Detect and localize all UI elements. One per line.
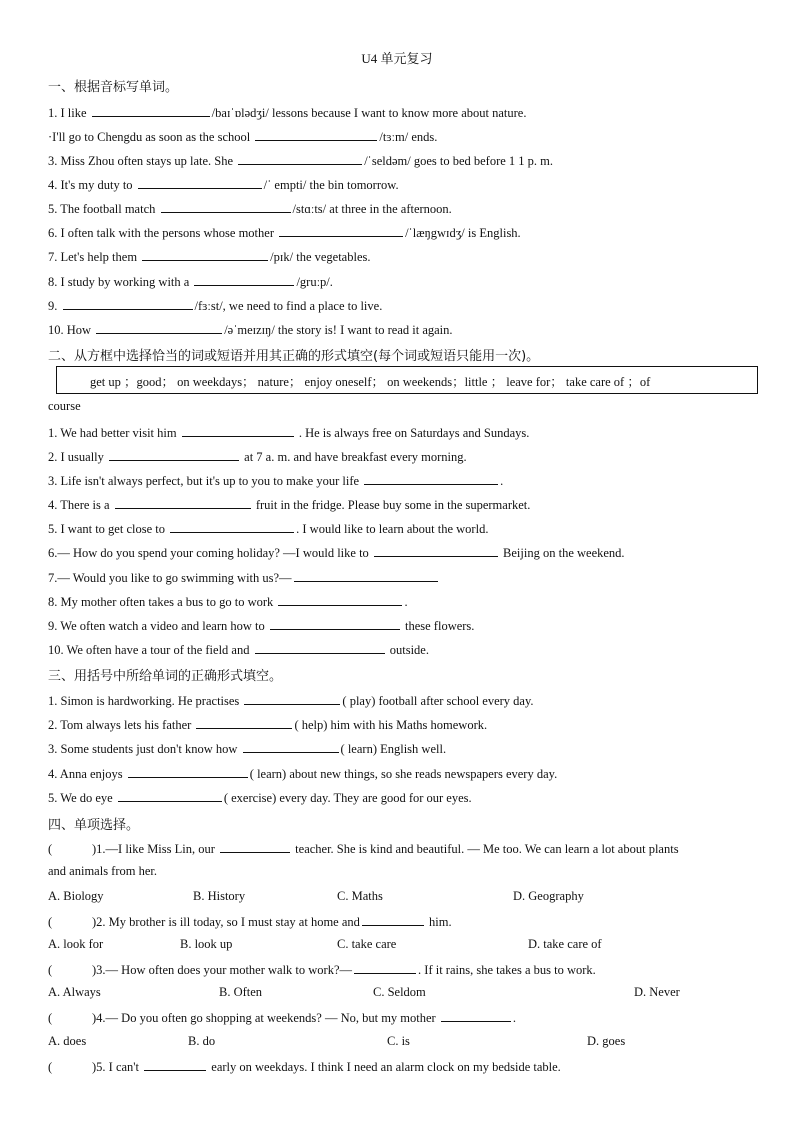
s1-item-9-text: /fɜːst/, we need to find a place to live.	[194, 299, 383, 313]
s1-item-6-text: 6. I often talk with the persons whose mother	[48, 226, 274, 240]
mc-question-4	[48, 1009, 516, 1026]
answer-paren[interactable]: (	[48, 842, 53, 856]
s1-item-3	[48, 152, 553, 169]
s2-item-4-text: fruit in the fridge. Please buy some in the supermarket.	[255, 498, 531, 512]
s2-item-1-text: 1. We had better visit him	[48, 426, 177, 440]
s1-item-5	[48, 200, 452, 217]
answer-blank[interactable]	[144, 1058, 206, 1071]
s1-item-8-text: /gruːp/.	[296, 275, 333, 289]
answer-blank[interactable]	[278, 593, 402, 606]
s1-item-10	[48, 321, 453, 338]
answer-blank[interactable]	[220, 840, 290, 853]
answer-blank[interactable]	[243, 740, 339, 753]
s2-item-10-text: outside.	[389, 643, 429, 657]
s3-item-5-text: ( exercise) every day. They are good for our eyes.	[223, 791, 472, 805]
s2-item-4-text: 4. There is a	[48, 498, 110, 512]
mc-question-2	[48, 913, 452, 930]
answer-blank[interactable]	[194, 273, 294, 286]
s1-item-7-text: 7. Let's help them	[48, 250, 138, 264]
option-d[interactable]: D. take care of	[528, 937, 602, 951]
answer-blank[interactable]	[255, 641, 385, 654]
s2-item-3-text: 3. Life isn't always perfect, but it's up to you to make your life	[48, 474, 360, 488]
s1-item-3-text: 3. Miss Zhou often stays up late. She	[48, 154, 234, 168]
section-3-heading: 三、用括号中所给单词的正确形式填空。	[48, 669, 283, 684]
s3-item-1	[48, 692, 534, 709]
answer-paren[interactable]: (	[48, 1011, 53, 1025]
mc-question-5-text: )5. I can't	[92, 1060, 140, 1074]
s1-item-8-text: 8. I study by working with a	[48, 275, 190, 289]
word-bank-continued: course	[48, 399, 81, 413]
s1-item-1-text: /baɪˈɒlədʒi/ lessons because I want to know more about nature.	[211, 106, 527, 120]
s2-item-5-text: 5. I want to get close to	[48, 522, 165, 536]
s2-item-8-text: 8. My mother often takes a bus to go to work	[48, 595, 274, 609]
answer-paren[interactable]: (	[48, 1060, 53, 1074]
answer-blank[interactable]	[238, 152, 362, 165]
mc-question-5	[48, 1058, 561, 1075]
answer-paren[interactable]: (	[48, 963, 53, 977]
section-2-heading: 二、从方框中选择恰当的词或短语并用其正确的形式填空(每个词或短语只能用一次)。	[48, 349, 540, 364]
s1-item-6-text: /ˈlæŋgwɪdʒ/ is English.	[405, 226, 521, 240]
s3-item-5	[48, 789, 472, 806]
s2-item-2-text: at 7 a. m. and have breakfast every morning.	[244, 450, 467, 464]
s3-item-3	[48, 740, 446, 757]
answer-blank[interactable]	[279, 224, 403, 237]
s2-item-9	[48, 617, 474, 634]
s1-item-7	[48, 248, 371, 265]
s1-item-2-text: /tɜːm/ ends.	[379, 130, 438, 144]
option-a[interactable]: A. Biology	[48, 889, 104, 903]
s1-item-4-text: 4. It's my duty to	[48, 178, 133, 192]
s2-item-10	[48, 641, 429, 658]
s2-item-3	[48, 472, 503, 489]
s1-item-2	[48, 128, 437, 145]
s3-item-2-text: ( help) him with his Maths homework.	[294, 718, 488, 732]
s2-item-9-text: these flowers.	[405, 619, 475, 633]
option-a[interactable]: A. Always	[48, 985, 101, 999]
mc-question-4-text: .	[512, 1011, 516, 1025]
answer-blank[interactable]	[196, 716, 292, 729]
s2-item-1-text: . He is always free on Saturdays and Sundays.	[298, 426, 530, 440]
answer-paren[interactable]: (	[48, 915, 53, 929]
s2-item-7-text: 7.— Would you like to go swimming with us?—	[48, 571, 292, 585]
s1-item-4	[48, 176, 399, 193]
s2-item-5-text: . I would like to learn about the world.	[296, 522, 489, 536]
s1-item-1	[48, 104, 526, 121]
s1-item-10-text: 10. How	[48, 323, 92, 337]
answer-blank[interactable]	[118, 789, 222, 802]
s2-item-9-text: 9. We often watch a video and learn how to	[48, 619, 265, 633]
s2-item-6-text: 6.— How do you spend your coming holiday? —I would like to	[48, 546, 369, 560]
option-a[interactable]: A. does	[48, 1034, 87, 1048]
s1-item-9	[48, 297, 382, 314]
mc-question-3	[48, 961, 596, 978]
s1-item-6	[48, 224, 521, 241]
answer-blank[interactable]	[255, 128, 377, 141]
s2-item-1	[48, 424, 529, 441]
s1-item-2-text: ·I'll go to Chengdu as soon as the school	[48, 130, 251, 144]
s3-item-1-text: 1. Simon is hardworking. He practises	[48, 694, 240, 708]
s3-item-4	[48, 765, 557, 782]
s2-item-10-text: 10. We often have a tour of the field and	[48, 643, 250, 657]
option-c[interactable]: C. Seldom	[373, 985, 426, 999]
s3-item-3-text: ( learn) English well.	[340, 742, 447, 756]
option-b[interactable]: B. do	[188, 1034, 216, 1048]
mc-question-2-text: him.	[429, 915, 452, 929]
option-d[interactable]: D. goes	[587, 1034, 626, 1048]
s3-item-2-text: 2. Tom always lets his father	[48, 718, 192, 732]
answer-blank[interactable]	[92, 104, 210, 117]
s2-item-2-text: 2. I usually	[48, 450, 104, 464]
option-d[interactable]: D. Never	[634, 985, 680, 999]
section-4-heading: 四、单项选择。	[48, 818, 140, 833]
s3-item-4-text: 4. Anna enjoys	[48, 767, 123, 781]
s3-item-4-text: ( learn) about new things, so she reads newspapers every day.	[249, 767, 558, 781]
answer-blank[interactable]	[354, 961, 416, 974]
s1-item-1-text: 1. I like	[48, 106, 87, 120]
answer-blank[interactable]	[63, 297, 193, 310]
answer-blank[interactable]	[374, 544, 498, 557]
answer-blank[interactable]	[441, 1009, 511, 1022]
option-b[interactable]: B. Often	[219, 985, 263, 999]
s1-item-5-text: 5. The football match	[48, 202, 156, 216]
s3-item-5-text: 5. We do eye	[48, 791, 113, 805]
s3-item-1-text: ( play) football after school every day.	[342, 694, 534, 708]
mc-question-3-text: )3.— How often does your mother walk to work?—	[92, 963, 353, 977]
answer-blank[interactable]	[142, 248, 268, 261]
answer-blank[interactable]	[362, 913, 424, 926]
s2-item-5	[48, 520, 488, 537]
s3-item-3-text: 3. Some students just don't know how	[48, 742, 238, 756]
answer-blank[interactable]	[138, 176, 262, 189]
s2-item-7	[48, 569, 440, 586]
s1-item-5-text: /stɑːts/ at three in the afternoon.	[292, 202, 452, 216]
mc-question-5-text: early on weekdays. I think I need an alarm clock on my bedside table.	[211, 1060, 561, 1074]
s2-item-6-text: Beijing on the weekend.	[503, 546, 625, 560]
option-a[interactable]: A. look for	[48, 937, 104, 951]
option-c[interactable]: C. take care	[337, 937, 397, 951]
s2-item-8	[48, 593, 408, 610]
s2-item-3-text: .	[500, 474, 504, 488]
option-b[interactable]: B. History	[193, 889, 246, 903]
s2-item-2	[48, 448, 467, 465]
answer-blank[interactable]	[161, 200, 291, 213]
section-1-heading: 一、根据音标写单词。	[48, 80, 179, 95]
s2-item-8-text: .	[404, 595, 408, 609]
mc-question-3-text: . If it rains, she takes a bus to work.	[418, 963, 596, 977]
option-b[interactable]: B. look up	[180, 937, 233, 951]
mc-question-1-text: )1.—I like Miss Lin, our	[92, 842, 215, 856]
s1-item-7-text: /pɪk/ the vegetables.	[270, 250, 371, 264]
s1-item-8	[48, 273, 333, 290]
mc-question-1-text: teacher. She is kind and beautiful. — Me too. We can learn a lot about plants	[295, 842, 679, 856]
answer-blank[interactable]	[294, 569, 438, 582]
mc-question-2-text: )2. My brother is ill today, so I must stay at home and	[92, 915, 360, 929]
mc-question-1-continued: and animals from her.	[48, 864, 157, 878]
s2-item-6	[48, 544, 625, 561]
answer-blank[interactable]	[182, 424, 294, 437]
s1-item-4-text: /ˈ empti/ the bin tomorrow.	[263, 178, 399, 192]
answer-blank[interactable]	[109, 448, 239, 461]
s1-item-10-text: /əˈmeɪzɪŋ/ the story is! I want to read it again.	[224, 323, 453, 337]
s1-item-9-text: 9.	[48, 299, 58, 313]
option-c[interactable]: C. is	[387, 1034, 410, 1048]
mc-question-1	[48, 840, 679, 857]
answer-blank[interactable]	[364, 472, 498, 485]
answer-blank[interactable]	[115, 496, 251, 509]
answer-blank[interactable]	[170, 520, 294, 533]
s2-item-4	[48, 496, 530, 513]
answer-blank[interactable]	[128, 765, 248, 778]
mc-question-4-text: )4.— Do you often go shopping at weekends? — No, but my mother	[92, 1011, 436, 1025]
option-d[interactable]: D. Geography	[513, 889, 584, 903]
answer-blank[interactable]	[96, 321, 222, 334]
s3-item-2	[48, 716, 487, 733]
option-c[interactable]: C. Maths	[337, 889, 383, 903]
word-bank-text: get up ；good； on weekdays； nature； enjoy oneself； on weekends；little ； leave for； take care of ；of	[90, 375, 651, 389]
page-title: U4 单元复习	[361, 51, 433, 66]
s1-item-3-text: /ˈseldəm/ goes to bed before 1 1 p. m.	[364, 154, 554, 168]
answer-blank[interactable]	[244, 692, 340, 705]
answer-blank[interactable]	[270, 617, 400, 630]
